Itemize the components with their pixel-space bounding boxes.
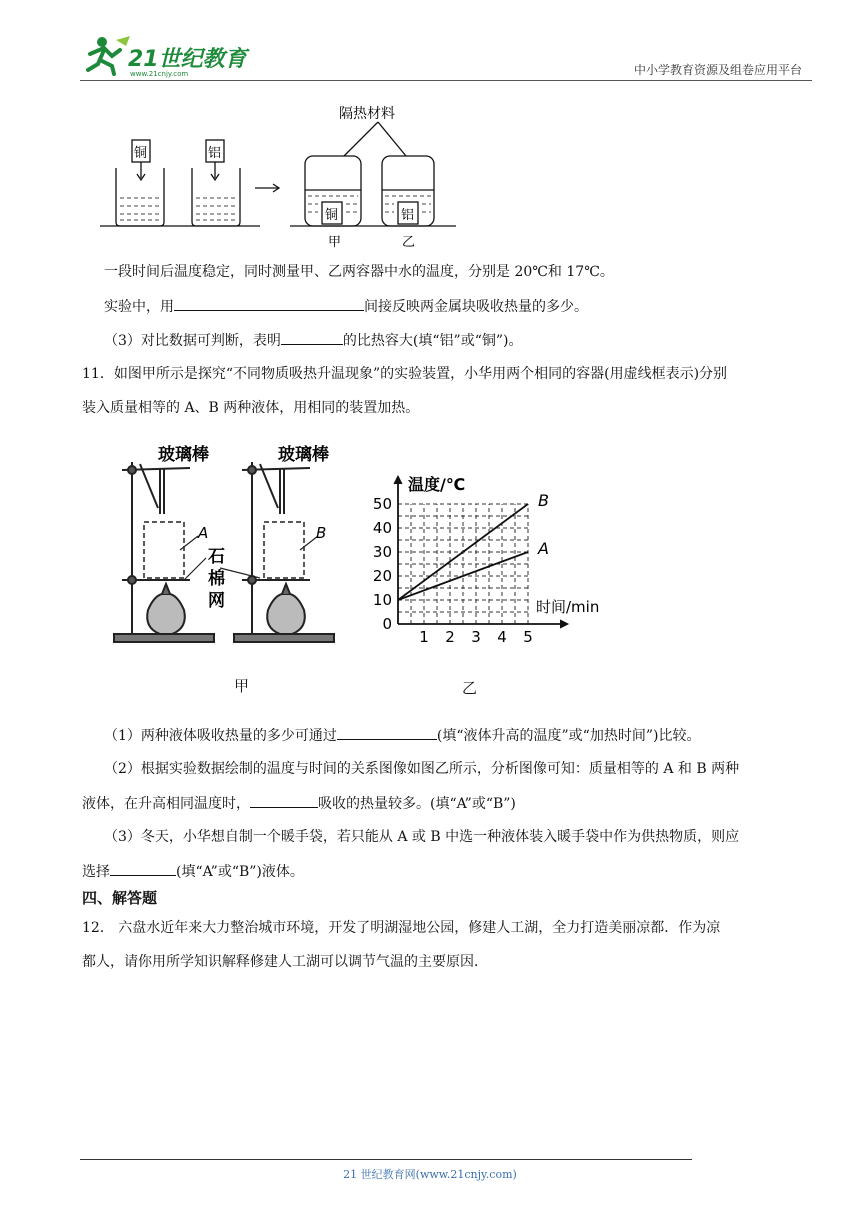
series-label-b: B	[538, 491, 549, 510]
q11-part3-line2	[82, 861, 304, 882]
q10-line1: 一段时间后温度稳定，同时测量甲、乙两容器中水的温度，分别是 20℃和 17℃。	[104, 264, 614, 280]
x-tick-label: 3	[471, 628, 481, 646]
q11-p2-b: 液体，在升高相同温度时，	[82, 796, 250, 812]
q10-blank-2[interactable]	[281, 330, 343, 345]
y-tick-label: 20	[372, 567, 392, 585]
temperature-time-chart	[360, 466, 630, 646]
q11-part2-line1: （2）根据实验数据绘制的温度与时间的关系图像如图乙所示，分析图像可知：质量相等的 A 和 B 两种	[104, 761, 740, 777]
q10-line2-b: 间接反映两金属块吸收热量的多少。	[364, 299, 588, 315]
copper-label-top: 铜	[134, 146, 148, 161]
q10-line2	[104, 296, 588, 317]
q11-p1-b: (填“液体升高的温度”或“加热时间”)比较。	[436, 728, 701, 744]
runner-icon	[88, 36, 130, 74]
platform-name: 中小学教育资源及组卷应用平台	[633, 63, 802, 77]
y-tick-label: 10	[372, 591, 392, 609]
footer-divider	[80, 1159, 692, 1160]
chart-labels	[373, 475, 599, 646]
q10-line2-a: 实验中，用	[104, 299, 174, 315]
q11-part1	[104, 725, 700, 746]
q10-blank-1[interactable]	[174, 296, 364, 311]
q11-blank-1[interactable]	[337, 725, 437, 740]
q10-line3-b: 的比热容大(填“铝”或“铜”)。	[342, 333, 523, 349]
y-tick-label: 50	[372, 495, 392, 513]
q12-line2: 都人，请你用所学知识解释修建人工湖可以调节气温的主要原因．	[82, 954, 488, 970]
asbestos-label-3: 网	[208, 591, 225, 611]
glass-rod-label-right: 玻璃棒	[278, 445, 329, 465]
logo-main-text: 21世纪教育	[128, 47, 247, 72]
logo-url-text: www.21cnjy.com	[130, 70, 189, 78]
q10-line3-a: （3）对比数据可判断，表明	[104, 333, 281, 349]
y-tick-label: 30	[372, 543, 392, 561]
x-tick-label: 1	[419, 628, 429, 646]
q11-part3-line1: （3）冬天，小华想自制一个暖手袋，若只能从 A 或 B 中选一种液体装入暖手袋中作为供热物质，则应	[104, 829, 740, 845]
q11-p1-a: （1）两种液体吸收热量的多少可通过	[104, 728, 337, 744]
asbestos-label-1: 石	[208, 547, 225, 567]
q12-line1: 12． 六盘水近年来大力整治城市环境，开发了明湖湿地公园，修建人工湖，全力打造美丽凉都．作为凉	[82, 920, 721, 936]
q11-stem-2: 装入质量相等的 A、B 两种液体，用相同的装置加热。	[82, 400, 420, 416]
y-axis-arrow	[394, 476, 402, 484]
chart-grid	[398, 504, 528, 624]
caption-yi: 乙	[462, 679, 478, 697]
x-tick-label: 5	[523, 628, 533, 646]
header-divider	[80, 80, 812, 81]
section-title: 四、解答题	[82, 889, 158, 907]
y-axis-label: 温度/℃	[408, 475, 466, 494]
q11-blank-3[interactable]	[110, 861, 176, 876]
liquid-a-label: A	[198, 524, 209, 542]
q11-stem-1: 11．如图甲所示是探究“不同物质吸热升温现象”的实验装置，小华用两个相同的容器(用虚线框表示)分别	[82, 366, 728, 382]
asbestos-label-2: 棉	[208, 569, 225, 589]
q11-p2-c: 吸收的热量较多。(填“A”或“B”)	[318, 796, 516, 812]
liquid-b-label: B	[316, 524, 327, 542]
container-yi-label: 乙	[402, 235, 416, 250]
series-label-a: A	[538, 539, 549, 558]
q11-p3-c: (填“A”或“B”)液体。	[176, 864, 304, 880]
q11-blank-2[interactable]	[250, 793, 318, 808]
insulation-label: 隔热材料	[339, 106, 395, 122]
glass-rod-label-left: 玻璃棒	[158, 445, 209, 465]
x-tick-label: 4	[497, 628, 507, 646]
q11-p3-b: 选择	[82, 864, 110, 880]
aluminum-label-top: 铝	[208, 146, 222, 161]
aluminum-label-yi: 铝	[401, 208, 415, 223]
x-axis-arrow	[560, 620, 568, 628]
caption-jia: 甲	[234, 677, 250, 695]
y-tick-label: 40	[372, 519, 392, 537]
footer-text: 21 世纪教育网(www.21cnjy.com)	[343, 1168, 517, 1181]
q11-part2-line2	[82, 793, 516, 814]
figure-metal-experiment	[100, 98, 460, 254]
site-logo	[80, 34, 250, 78]
container-jia-label: 甲	[328, 235, 342, 250]
copper-label-jia: 铜	[325, 208, 339, 223]
q10-line3	[104, 330, 522, 351]
x-tick-label: 2	[445, 628, 455, 646]
y-tick-label: 0	[382, 615, 392, 633]
x-axis-label: 时间/min	[536, 598, 600, 616]
figure-heating-apparatus	[110, 438, 350, 650]
